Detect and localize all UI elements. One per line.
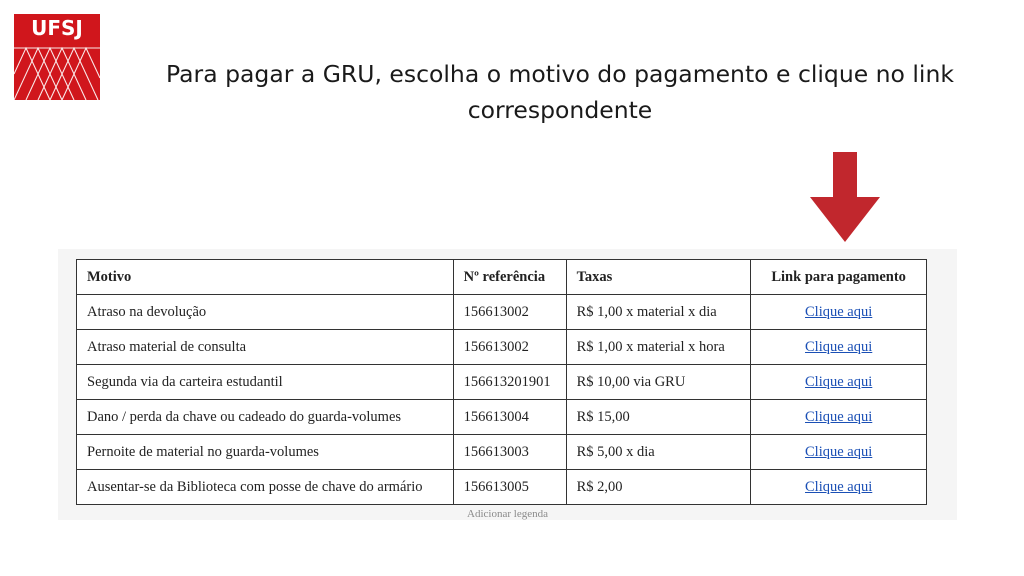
cell-referencia: 156613002 — [453, 295, 566, 330]
cell-motivo: Dano / perda da chave ou cadeado do guarda-volumes — [77, 400, 454, 435]
cell-link — [751, 295, 927, 330]
cell-referencia: 156613005 — [453, 470, 566, 505]
cell-referencia: 156613201901 — [453, 365, 566, 400]
cell-link — [751, 470, 927, 505]
cell-motivo: Atraso material de consulta — [77, 330, 454, 365]
cell-taxas: R$ 10,00 via GRU — [566, 365, 751, 400]
table-row — [77, 435, 927, 470]
caption-placeholder[interactable]: Adicionar legenda — [467, 508, 548, 520]
cell-motivo: Segunda via da carteira estudantil — [77, 365, 454, 400]
cell-referencia: 156613004 — [453, 400, 566, 435]
ufsj-logo — [14, 14, 100, 100]
payment-table — [76, 259, 927, 505]
cell-motivo: Ausentar-se da Biblioteca com posse de chave do armário — [77, 470, 454, 505]
logo-text: UFSJ — [31, 16, 83, 40]
cell-taxas: R$ 1,00 x material x hora — [566, 330, 751, 365]
table-header-row — [77, 260, 927, 295]
cell-link — [751, 365, 927, 400]
headline-line-2: correspondente — [467, 96, 653, 124]
table-row — [77, 400, 927, 435]
payment-link[interactable]: Clique aqui — [805, 443, 873, 460]
table-row — [77, 470, 927, 505]
payment-link[interactable]: Clique aqui — [805, 303, 873, 320]
table-panel — [58, 249, 957, 520]
payment-link[interactable]: Clique aqui — [805, 408, 873, 425]
cell-link — [751, 330, 927, 365]
page-headline — [110, 56, 1010, 128]
table-row — [77, 330, 927, 365]
cell-motivo: Atraso na devolução — [77, 295, 454, 330]
payment-link[interactable]: Clique aqui — [805, 373, 873, 390]
header-taxas: Taxas — [566, 260, 751, 295]
headline-line-1: Para pagar a GRU, escolha o motivo do pagamento e clique no link — [166, 60, 954, 88]
payment-link[interactable]: Clique aqui — [805, 338, 873, 355]
cell-taxas: R$ 2,00 — [566, 470, 751, 505]
header-link: Link para pagamento — [751, 260, 927, 295]
cell-taxas: R$ 1,00 x material x dia — [566, 295, 751, 330]
cell-taxas: R$ 5,00 x dia — [566, 435, 751, 470]
header-referencia: Nº referência — [453, 260, 566, 295]
cell-referencia: 156613003 — [453, 435, 566, 470]
payment-link[interactable]: Clique aqui — [805, 478, 873, 495]
arrow-down-icon — [810, 152, 880, 242]
table-row — [77, 365, 927, 400]
header-motivo: Motivo — [77, 260, 454, 295]
cell-link — [751, 400, 927, 435]
cell-motivo: Pernoite de material no guarda-volumes — [77, 435, 454, 470]
cell-link — [751, 435, 927, 470]
table-row — [77, 295, 927, 330]
cell-taxas: R$ 15,00 — [566, 400, 751, 435]
cell-referencia: 156613002 — [453, 330, 566, 365]
